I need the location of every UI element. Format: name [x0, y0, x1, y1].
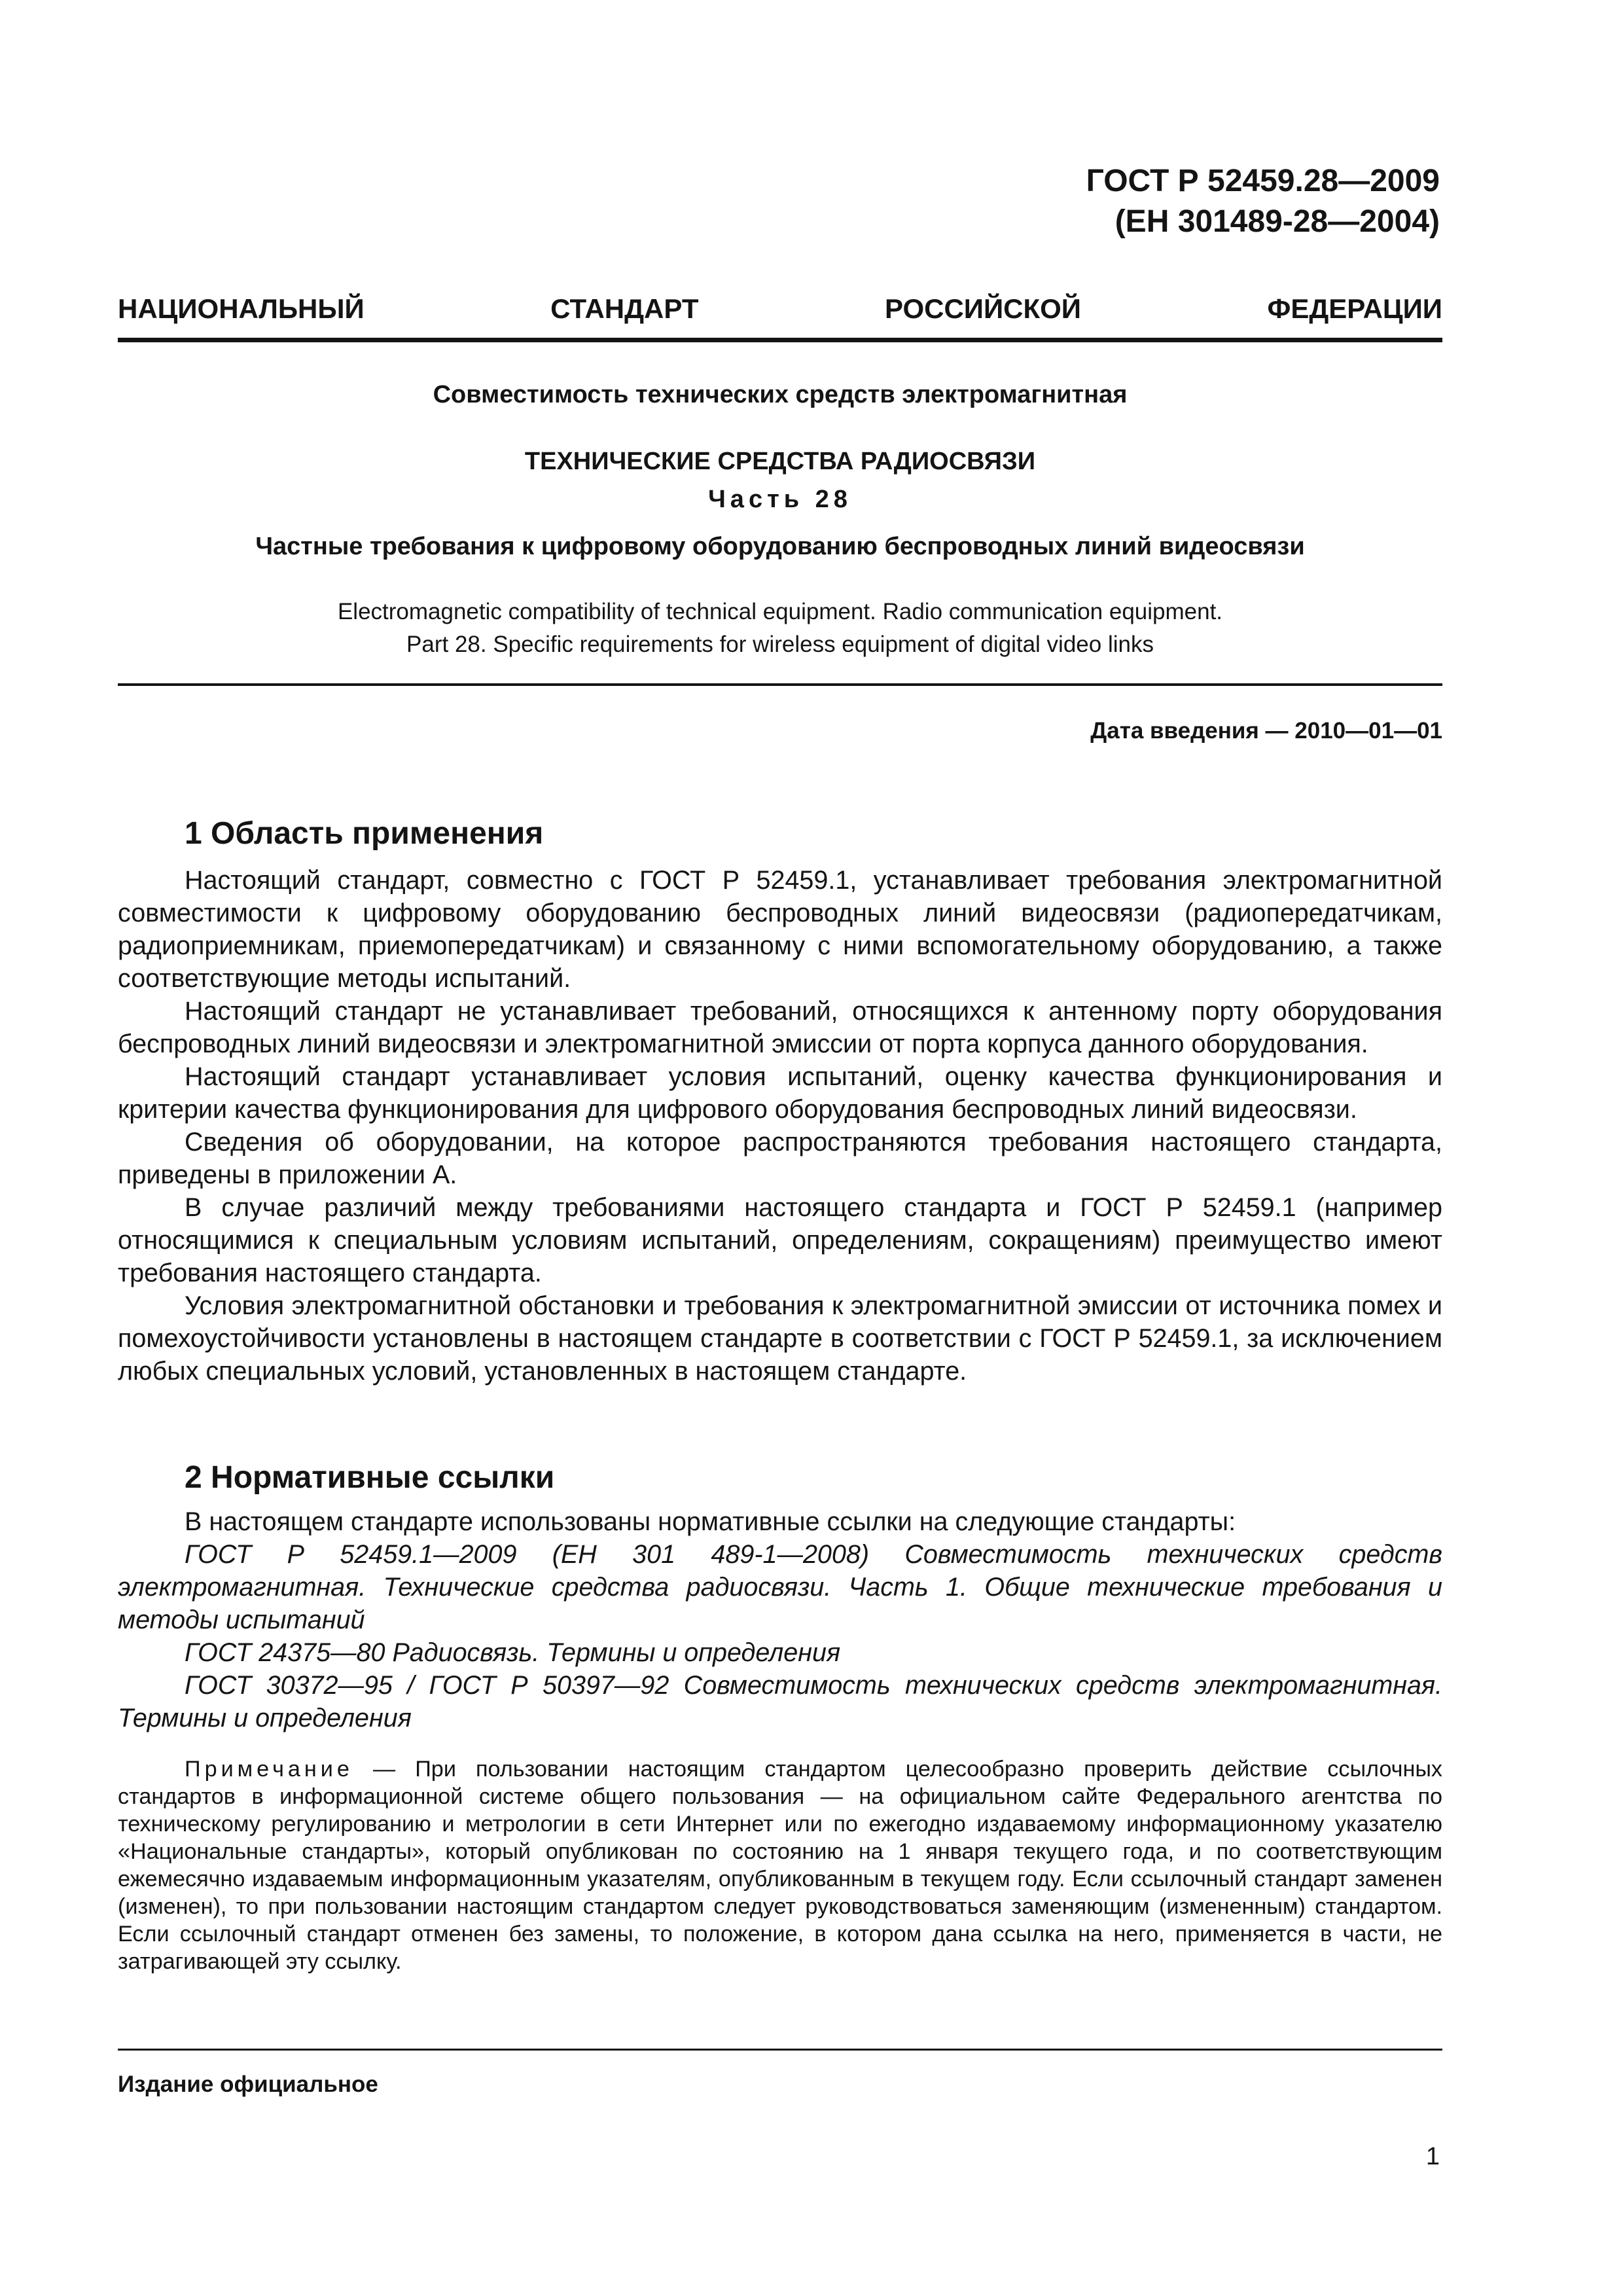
page-number: 1	[1425, 2143, 1440, 2170]
title-part: Часть 28	[708, 486, 852, 513]
footer-rule	[118, 2049, 1442, 2051]
paragraph: В случае различий между требованиями настоящего стандарта и ГОСТ Р 52459.1 (например относящимися к специальным условиям испытаний, определениям, сокращениям) преимущество имеют требования настоящего стандарта.	[118, 1193, 1442, 1287]
reference-item: ГОСТ 30372—95 / ГОСТ Р 50397—92 Совместимость технических средств электромагнитная. Термины и определения	[118, 1671, 1442, 1732]
section-1-heading: 1 Область применения	[185, 816, 544, 851]
paragraph: Настоящий стандарт устанавливает условия испытаний, оценку качества функционирования и критерии качества функционирования для цифрового оборудования беспроводных линий видеосвязи.	[118, 1062, 1442, 1124]
paragraph: В настоящем стандарте использованы нормативные ссылки на следующие стандарты:	[185, 1507, 1236, 1536]
paragraph: Настоящий стандарт, совместно с ГОСТ Р 52459.1, устанавливает требования электромагнитной совместимости к цифровому оборудованию беспроводных линий видеосвязи (радиопередатчикам, радиоприемникам, приемопередатчикам) и связанному с ними вспомогательному оборудованию, а также соответствующие методы испытаний.	[118, 866, 1442, 993]
english-title-line-2: Part 28. Specific requirements for wireless equipment of digital video links	[406, 632, 1154, 657]
standard-designation	[1086, 161, 1440, 242]
reference-item: ГОСТ Р 52459.1—2009 (ЕН 301 489-1—2008) Совместимость технических средств электромагнитная. Технические средства радиосвязи. Часть 1. Общие технические требования и методы испытаний	[118, 1540, 1442, 1634]
section-2-heading: 2 Нормативные ссылки	[185, 1460, 555, 1495]
english-title	[118, 596, 1442, 661]
title-rule	[118, 683, 1442, 686]
note	[118, 1755, 1442, 1975]
english-title-line-1: Electromagnetic compatibility of technical equipment. Radio communication equipment.	[337, 599, 1223, 624]
paragraph: Сведения об оборудовании, на которое распространяются требования настоящего стандарта, приведены в приложении А.	[118, 1128, 1442, 1189]
en-number: (ЕН 301489-28—2004)	[1115, 204, 1440, 239]
title-line-3: Частные требования к цифровому оборудованию беспроводных линий видеосвязи	[255, 533, 1305, 560]
paragraph: Настоящий стандарт не устанавливает требований, относящихся к антенному порту оборудования беспроводных линий видеосвязи и электромагнитной эмиссии от порта корпуса данного оборудования.	[118, 997, 1442, 1058]
title-line-1: Совместимость технических средств электромагнитная	[433, 381, 1128, 408]
gost-number: ГОСТ Р 52459.28—2009	[1086, 164, 1440, 198]
section-2-body	[118, 1505, 1442, 1734]
note-label: Примечание	[185, 1757, 353, 1782]
introduction-date: Дата введения — 2010—01—01	[1090, 718, 1442, 744]
title-line-2: ТЕХНИЧЕСКИЕ СРЕДСТВА РАДИОСВЯЗИ	[524, 448, 1036, 475]
reference-item: ГОСТ 24375—80 Радиосвязь. Термины и определения	[185, 1638, 841, 1667]
paragraph: Условия электромагнитной обстановки и требования к электромагнитной эмиссии от источника помех и помехоустойчивости установлены в настоящем стандарте в соответствии с ГОСТ Р 52459.1, за исключением любых специальных условий, установленных в настоящем стандарте.	[118, 1291, 1442, 1386]
header-rule	[118, 338, 1442, 342]
edition-label: Издание официальное	[118, 2072, 378, 2097]
national-standard-banner: НАЦИОНАЛЬНЫЙ СТАНДАРТ РОССИЙСКОЙ ФЕДЕРАЦИИ	[118, 293, 1442, 324]
section-1-body	[118, 864, 1442, 1388]
note-text: — При пользовании настоящим стандартом целесообразно проверить действие ссылочных стандартов в информационной системе общего пользования — на официальном сайте Федерального агентства по техническому регулированию и метрологии в сети Интернет или по ежегодно издаваемому информационному указателю «Национальные стандарты», который опубликован по состоянию на 1 января текущего года, и по соответствующим ежемесячно издаваемым информационным указателям, опубликованным в текущем году. Если ссылочный стандарт заменен (изменен), то при пользовании настоящим стандартом следует руководствоваться заменяющим (измененным) стандартом. Если ссылочный стандарт отменен без замены, то положение, в котором дана ссылка на него, применяется в части, не затрагивающей эту ссылку.	[118, 1757, 1442, 1974]
